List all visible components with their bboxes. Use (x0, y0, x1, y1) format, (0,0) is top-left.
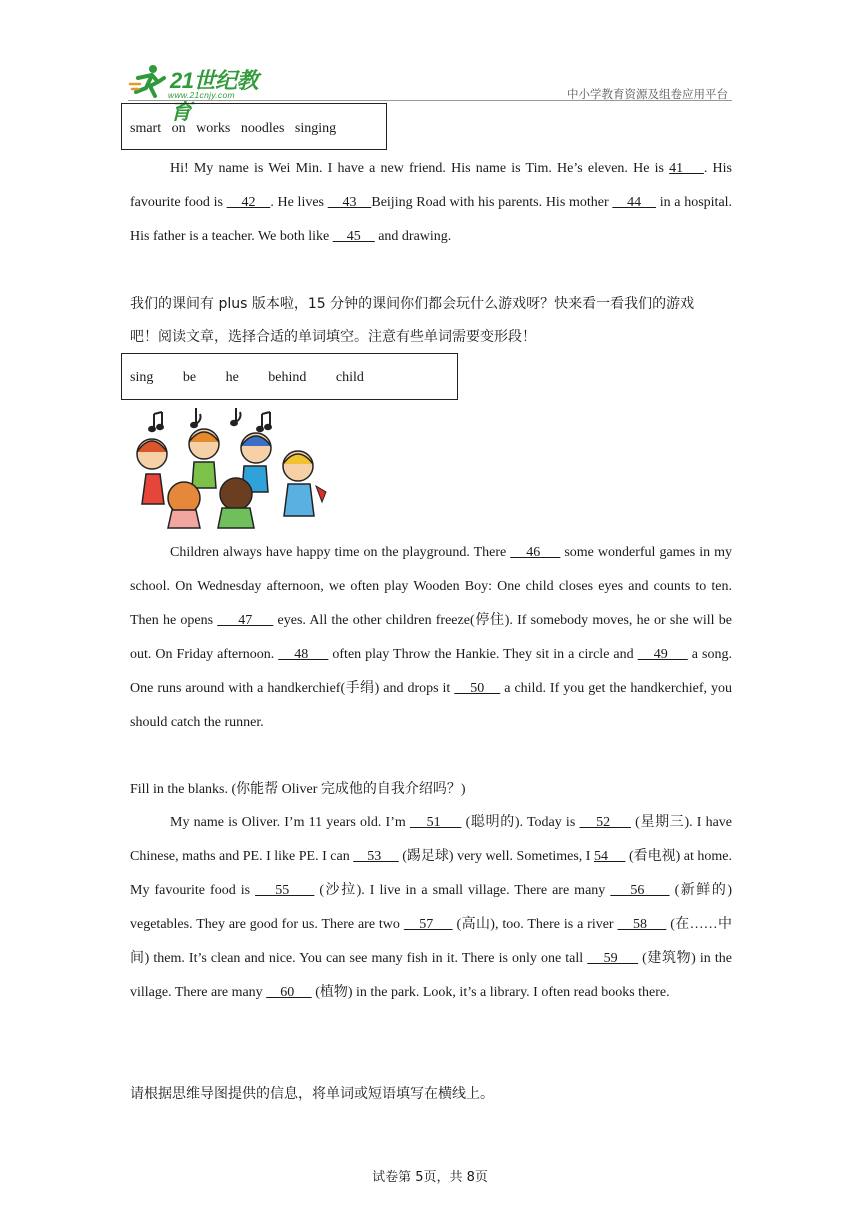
singing-children-illustration (128, 402, 338, 530)
header-divider (128, 100, 732, 101)
answer-blank-49[interactable]: 49 (637, 647, 688, 662)
page-header (128, 62, 732, 124)
answer-blank-47[interactable]: 47 (217, 613, 274, 628)
answer-blank-46[interactable]: 46 (510, 545, 561, 560)
answer-blank-57[interactable]: 57 (403, 917, 453, 932)
answer-blank-56[interactable]: 56 (610, 883, 670, 898)
word-bank-2 (121, 353, 458, 400)
word-bank-item: sing (130, 370, 154, 385)
logo (128, 62, 268, 124)
answer-blank-50[interactable]: 50 (454, 681, 501, 696)
answer-blank-54[interactable]: 54 (593, 849, 626, 864)
section4-instruction: 请根据思维导图提供的信息，将单词或短语填写在横线上。 (130, 1086, 494, 1102)
passage-2: Children always have happy time on the playground. There 46 some wonderful games in my school. On Wednesday afternoon, we often play Wooden Boy: One child closes eyes and counts to ten. Then he opens 47 eyes. All the other children freeze(停住). If somebody moves, he or she will be out. On Friday afternoon. 48 often play Throw the Hankie. They sit in a circle and 49 a song. One runs around with a handkerchief(手绢) and drops it 50 a child. If you get the handkerchief, you should catch the runner. (130, 545, 733, 730)
word-bank-item: child (335, 370, 364, 385)
word-bank-item: singing (294, 121, 337, 136)
answer-blank-43[interactable]: 43 (327, 195, 372, 210)
answer-blank-48[interactable]: 48 (278, 647, 329, 662)
page-footer: 试卷第 5页，共 8页 (372, 1170, 488, 1185)
word-bank-item: on (171, 121, 186, 136)
answer-blank-44[interactable]: 44 (612, 195, 656, 210)
word-bank-item: be (182, 370, 197, 385)
section2-intro-line2: 吧！阅读文章，选择合适的单词填空。注意有些单词需要变形段！ (130, 329, 536, 345)
word-bank-item: behind (268, 370, 307, 385)
answer-blank-45[interactable]: 45 (332, 229, 375, 244)
answer-blank-42[interactable]: 42 (226, 195, 271, 210)
passage-3: My name is Oliver. I’m 11 years old. I’m 51 (聪明的). Today is 52 (星期三). I have Chinese, maths and PE. I like PE. I can 53 (踢足球) very well. Sometimes, I 54 (看电视) at home. My favourite food is 55 (沙拉). I live in a small village. There are many 56 (新鲜的) vegetables. They are good for us. There are two 57 (高山), too. There is a river 58 (在……中间) them. It’s clean and nice. You can see many fish in it. There is only one tall 59 (建筑物) in the village. There are many 60 (植物) in the park. Look, it’s a library. I often read books there. (130, 815, 733, 1000)
passage-1: Hi! My name is Wei Min. I have a new friend. His name is Tim. He’s eleven. He is 41 . His favourite food is 42 . He lives 43 Beijing Road with his parents. His mother 44 in a hospital. His father is a teacher. We both like 45 and drawing. (130, 161, 733, 244)
word-bank-item: works (196, 121, 231, 136)
answer-blank-55[interactable]: 55 (255, 883, 315, 898)
answer-blank-52[interactable]: 52 (579, 815, 631, 830)
runner-logo-icon (128, 62, 168, 102)
answer-blank-41[interactable]: 41 (669, 161, 704, 176)
word-bank-item: smart (130, 121, 162, 136)
word-bank-item: noodles (240, 121, 285, 136)
answer-blank-51[interactable]: 51 (409, 815, 462, 830)
word-bank-1 (121, 103, 387, 150)
answer-blank-53[interactable]: 53 (353, 849, 399, 864)
answer-blank-59[interactable]: 59 (587, 951, 639, 966)
answer-blank-60[interactable]: 60 (266, 985, 312, 1000)
logo-url: www.21cnjy.com (168, 90, 235, 100)
platform-name: 中小学教育资源及组卷应用平台 (567, 87, 728, 101)
section3-instruction: Fill in the blanks. (你能帮 Oliver 完成他的自我介绍吗？) (130, 782, 466, 797)
answer-blank-58[interactable]: 58 (617, 917, 667, 932)
word-bank-item: he (225, 370, 239, 385)
section2-intro-line1: 我们的课间有 plus 版本啦，15 分钟的课间你们都会玩什么游戏呀？快来看一看我们的游戏 (130, 296, 695, 312)
logo-text: 21世纪教育 (170, 68, 258, 124)
